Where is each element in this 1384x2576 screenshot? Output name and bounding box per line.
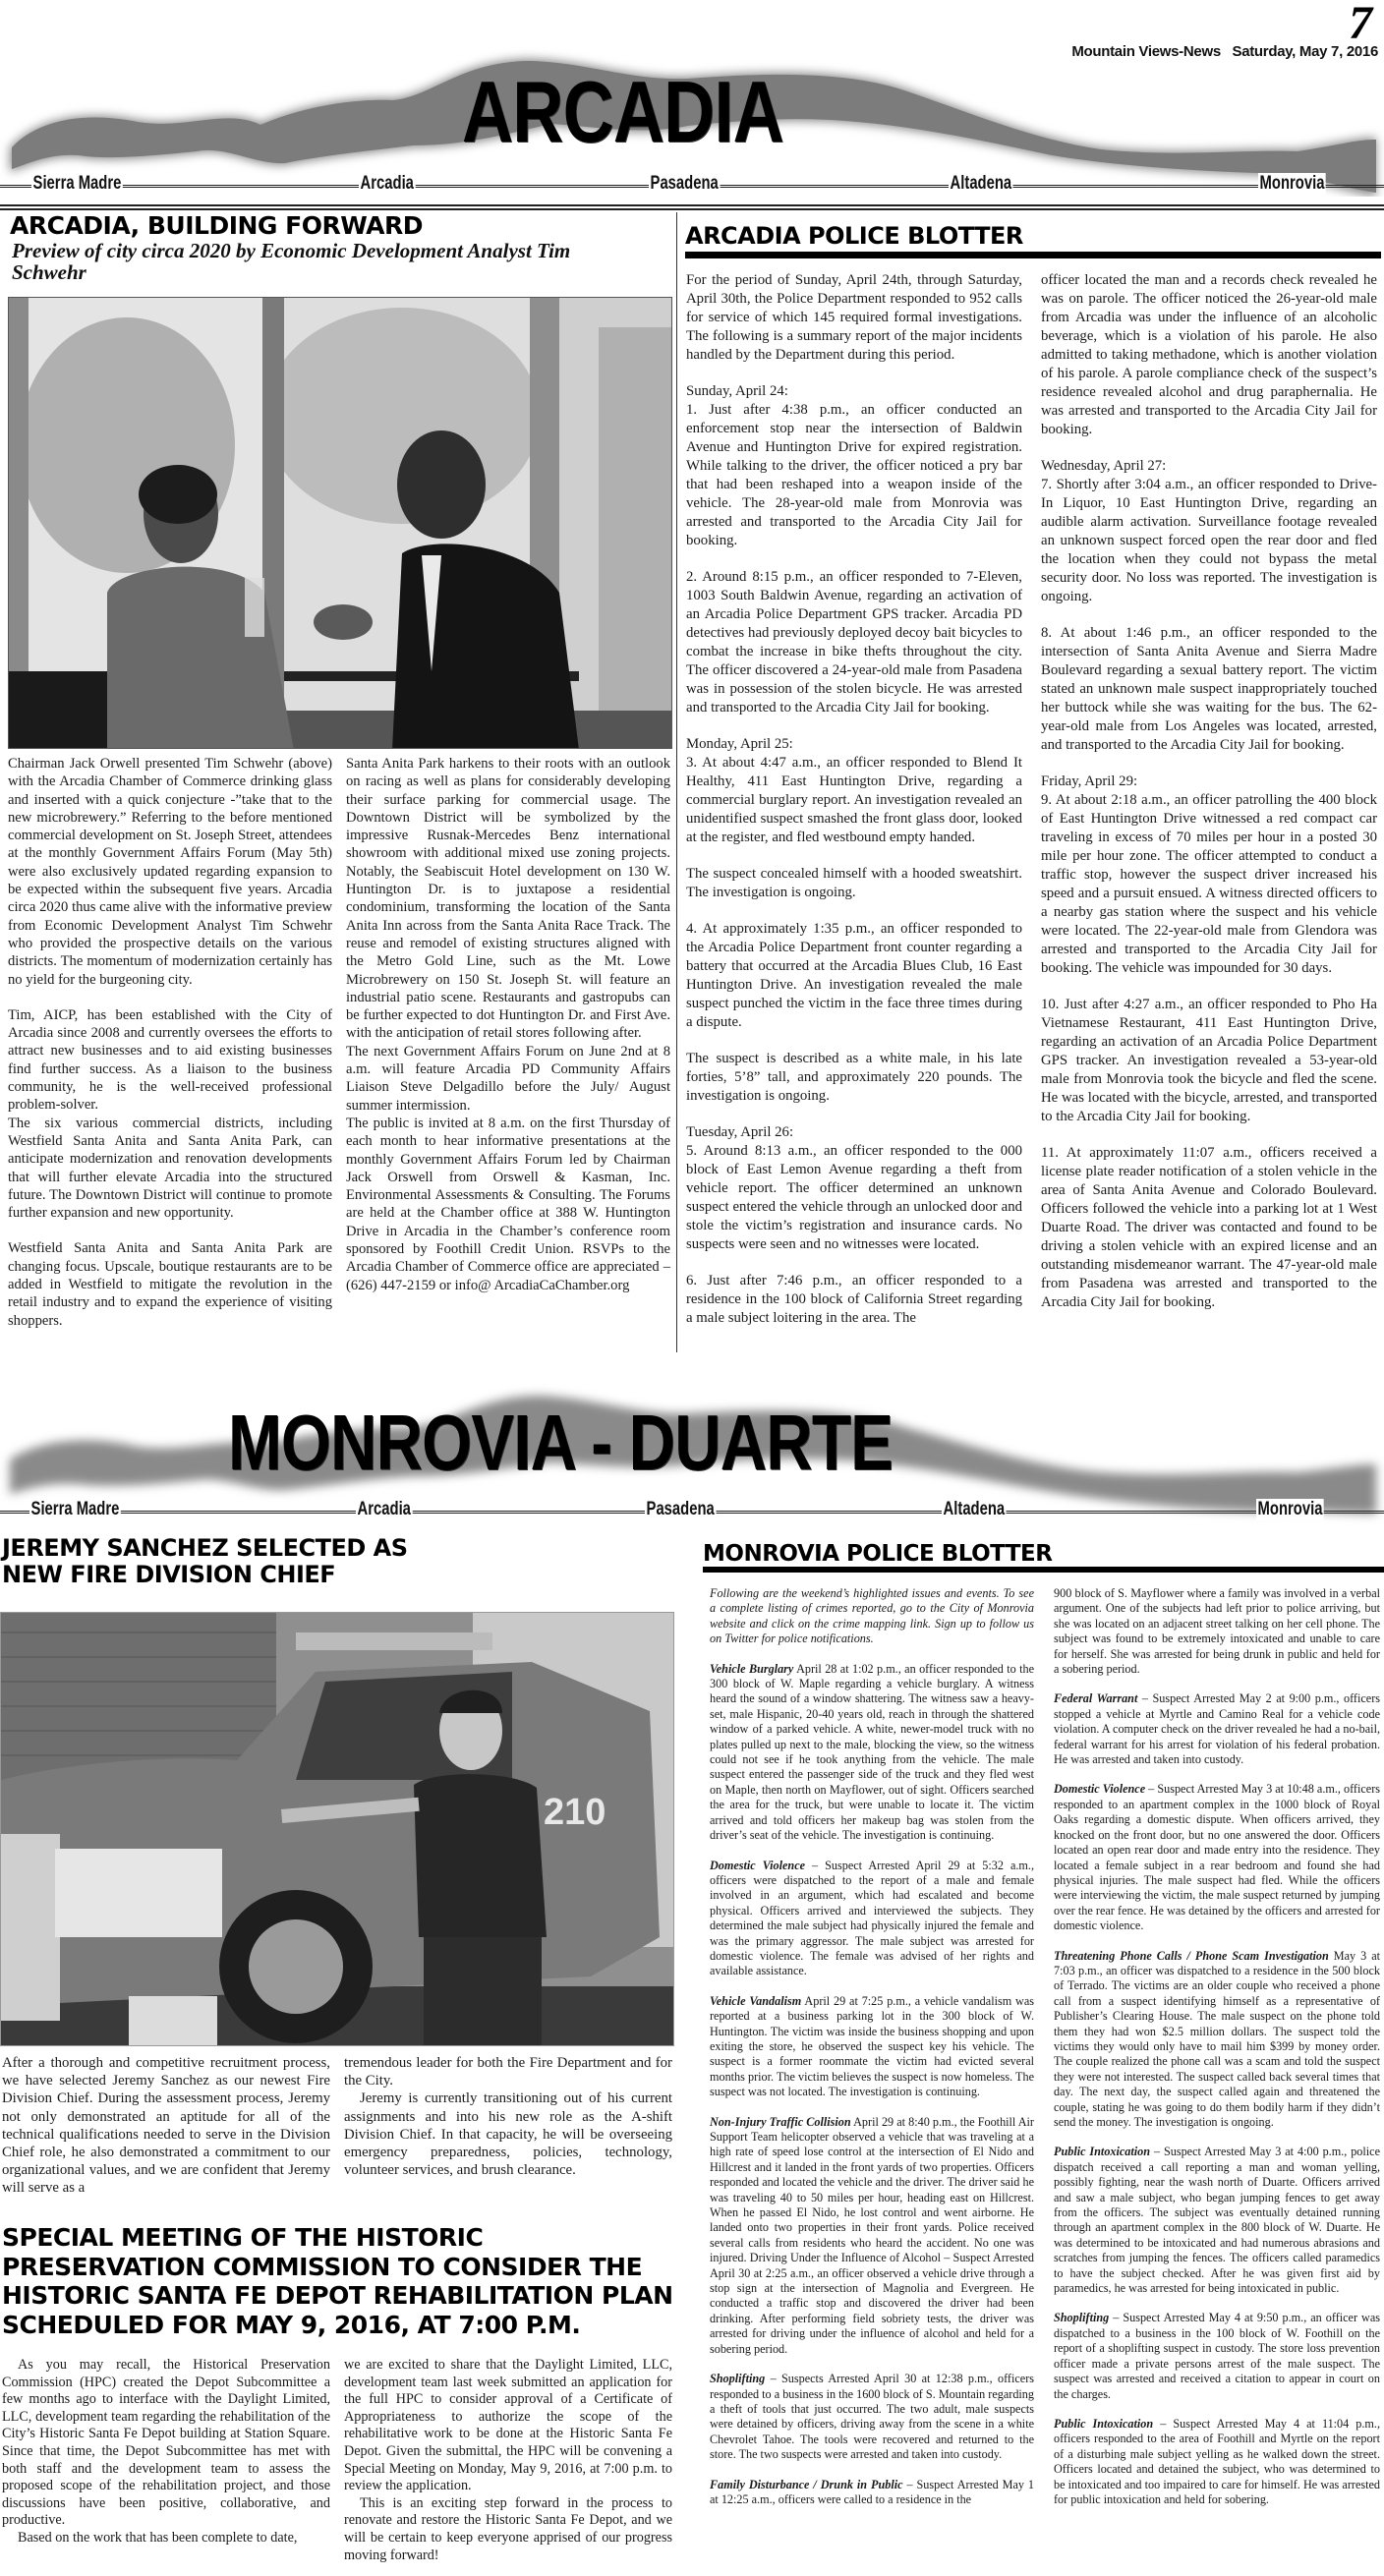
day-heading: Friday, April 29:: [1041, 773, 1138, 789]
incident: The suspect concealed himself with a hooded sweatshirt. The investigation is ongoing.: [686, 866, 1022, 900]
incident: [1054, 2145, 1380, 2296]
paragraph: The six various commercial districts, including Westfield Santa Anita and Santa Anita Park, can anticipate modernization and renovation developments that will further elevate Arcadia into the structured future. The Downtown District will continue to promote further expansion and new opportunity.: [8, 1115, 332, 1222]
section-divider: [0, 204, 1384, 210]
headline-special-meeting: SPECIAL MEETING OF THE HISTORIC PRESERVATION COMMISSION TO CONSIDER THE HISTORIC SANTA FE DEPOT REHABILITATION PLAN SCHEDULED FOR MAY 9, 2016, AT 7:00 P.M.: [2, 2223, 673, 2339]
article-building-forward-col1: [8, 755, 332, 1347]
incident: 4. At approximately 1:35 p.m., an officer responded to the Arcadia Police Department front counter regarding a battery that occurred at the Arcadia Blues Club, 16 East Huntington Drive. An investigation revealed the male suspect punched the victim in the face three times during a dispute.: [686, 921, 1022, 1030]
day-heading: Wednesday, April 27:: [1041, 458, 1167, 474]
incident-type: Shoplifting: [710, 2372, 766, 2386]
incident-type: Vehicle Burglary: [710, 1661, 794, 1676]
incident: 5. Around 8:13 a.m., an officer responded to the 000 block of East Lemon Avenue regarding a theft from vehicle report. The officer determined an unknown suspect entered the vehicle through an unlocked door and stole the victim’s registration and insurance cards. No suspects were seen and no witnesses were located.: [686, 1143, 1022, 1252]
monrovia-blotter-col1: [710, 1586, 1034, 2522]
incident-text: 900 block of S. Mayflower where a family was involved in a verbal argument. One of the subjects had left prior to police arriving, but she was located on an adjacent street talking on her cell phone. The subject was found to be extremely intoxicated and unable to care for herself. She was arrested for being drunk in public and held for a sobering period.: [1054, 1586, 1380, 1677]
incident: [1054, 1586, 1380, 1677]
incident: [1054, 1691, 1380, 1767]
incident: [710, 2372, 1034, 2462]
incident: [1054, 1949, 1380, 2131]
incident: 10. Just after 4:27 a.m., an officer responded to Pho Ha Vietnamese Restaurant, 411 East Huntington Drive, regarding an activation of an Arcadia Police Department GPS tracker. An investigation revealed a 53-year-old male from Monrovia took the bicycle and fled the scene. He was located with the bicycle, arrested, and transported to the Arcadia City Jail for booking.: [1041, 997, 1377, 1124]
paragraph: we are excited to share that the Daylight Limited, LLC, development team last week submitted an application for the full HPC to consider approval of a Certificate of Appropriateness to authorize the scope of the rehabilitative work to be done at the Historic Santa Fe Depot. Given the submittal, the HPC will be convening a Special Meeting on Monday, May 9, 2016, at 7:00 p.m. to review the application.: [344, 2357, 672, 2494]
incident: 9. At about 2:18 a.m., an officer patrolling the 400 block of East Huntington Drive witnessed a red compact car traveling in excess of 70 miles per hour in a posted 30 mile per hour zone. The officer attempted to conduct a traffic stop, however the suspect driver increased his speed and a pursuit ensued. A witness directed officers to a nearby gas station where the suspect and his vehicle were located. The 22-year-old male from Glendora was arrested and transported to the Arcadia City Jail for booking. The vehicle was impounded for 30 days.: [1041, 792, 1377, 976]
incident: 11. At approximately 11:07 a.m., officers received a license plate reader notification of a stolen vehicle in the area of Santa Anita Avenue and Colorado Boulevard. Officers followed the vehicle into a parking lot at 1 West Duarte Road. The driver was contacted and found to be driving a stolen vehicle with an expired license and an outstanding misdemeanor warrant. The 47-year-old male from Pasadena was arrested and transported to the Arcadia City Jail for booking.: [1041, 1145, 1377, 1310]
incident-type: Vehicle Vandalism: [710, 1993, 802, 2008]
day-heading: Sunday, April 24:: [686, 383, 788, 399]
page-number: 7: [1349, 0, 1372, 49]
incident: 1. Just after 4:38 p.m., an officer conducted an enforcement stop near the intersection of Baldwin Avenue and Huntington Drive for expired registration. While talking to the driver, the officer noticed a pry bar that had been reshaped into a weapon inside of the vehicle. The 28-year-old male from Monrovia was arrested and transported to the Arcadia City Jail for booking.: [686, 402, 1022, 548]
incident-text: – Suspect Arrested May 2 at 9:00 p.m., officers stopped a vehicle at Myrtle and Camino Real for a vehicle code violation. A computer check on the driver revealed he had a no-bail, federal warrant for his arrest for violation of his federal probation. He was arrested and taken into custody.: [1054, 1691, 1380, 1767]
monrovia-section-banner: [0, 1366, 1384, 1563]
incident: [1054, 1782, 1380, 1933]
blotter-intro: Following are the weekend’s highlighted issues and events. To see a complete listing of crimes reported, go to the City of Monrovia website and click on the crime mapping link. Sign up to follow us on Twitter for police notifications.: [710, 1586, 1034, 1646]
issue-date: Saturday, May 7, 2016: [1232, 43, 1378, 60]
incident-type: Domestic Violence: [1054, 1782, 1146, 1797]
incident: [1054, 2311, 1380, 2401]
town-label: Arcadia: [360, 173, 414, 194]
headline-building-forward: ARCADIA, BUILDING FORWARD: [10, 211, 424, 240]
incident: [1054, 2417, 1380, 2507]
headline-line: JEREMY SANCHEZ SELECTED AS: [2, 1534, 408, 1562]
paragraph: Westfield Santa Anita and Santa Anita Park are changing focus. Upscale, boutique restaurants are to be added in Westfield to mitigate the revolution in the retail industry and to expand the experience of visiting shoppers.: [8, 1240, 332, 1329]
town-label: Arcadia: [357, 1499, 411, 1519]
incident-text: – Suspect Arrested May 3 at 4:00 p.m., police dispatch received a call reporting a man and woman yelling, possibly fighting, near the wash north of Duarte. Officers arrived and saw a male subject, who began jumping fences to get away from the officers. The subject was eventually detained running through an apartment complex in the 800 block of W. Duarte. He was determined to be intoxicated and had numerous abrasions and scratches from jumping the fences. The officers called paramedics to have the subject checked. After he was given first aid by paramedics, he was arrested for being intoxicated in public.: [1054, 2145, 1380, 2296]
incident-type: Non-Injury Traffic Collision: [710, 2114, 851, 2129]
paragraph: As you may recall, the Historical Preservation Commission (HPC) created the Depot Subcommittee a few months ago to interface with the Daylight Limited, LLC, development team regarding the rehabilitation of the City’s Historic Santa Fe Depot building at Station Square. Since that time, the Depot Subcommittee has met with both staff and the development team to assess the proposed scope of the rehabilitation project, and those discussions have been positive, collaborative, and productive.: [2, 2357, 330, 2529]
towns-ruler: [0, 1499, 1384, 1522]
town-label: Sierra Madre: [32, 173, 122, 194]
paragraph: After a thorough and competitive recruitment process, we have selected Jeremy Sanchez as our newest Fire Division Chief. During the assessment process, Jeremy not only demonstrated an aptitude for all of the technical qualifications needed to serve in the Division Chief role, he also demonstrated a commitment to our organizational values, and we are confident that Jeremy will serve as a: [2, 2055, 330, 2197]
incident: [710, 1662, 1034, 1844]
town-label: Pasadena: [650, 173, 719, 194]
incident-text: April 28 at 1:02 p.m., an officer responded to the 300 block of W. Maple regarding a vehicle burglary. A witness heard the sound of a window shattering. The witness saw a heavy-set, male Hispanic, 20-40 years old, reach in through the shattered window of a parked vehicle. A white, newer-model truck with no plates pulled up next to the male, blocking the view, so the witness could not see if he took anything from the vehicle. The male suspect entered the passenger side of the truck and they fled west on Maple, then north on Mayflower, out of sight. Officers searched the area for the truck, but were unable to locate it. The victim arrived and told officers her makeup bag was stolen from the driver’s seat of the vehicle. The investigation is continuing.: [710, 1661, 1034, 1843]
town-label: Monrovia: [1259, 173, 1325, 194]
paragraph: tremendous leader for both the Fire Department and for the City.: [344, 2055, 672, 2089]
paragraph: The next Government Affairs Forum on June 2nd at 8 a.m. will feature Arcadia PD Community Affairs Liaison Steve Delgadillo before the July/ August summer intermission.: [346, 1043, 670, 1114]
incident: 6. Just after 7:46 p.m., an officer responded to a residence in the 100 block of California Street regarding a male subject loitering in the area. The: [686, 1273, 1022, 1326]
paragraph: Chairman Jack Orwell presented Tim Schwehr (above) with the Arcadia Chamber of Commerce drinking glass and inserted with a quick conjecture -”take that to the new microbrewery.” Referring to the before mentioned commercial development on St. Joseph Street, attendees at the monthly Government Affairs Forum (May 5th) were also exclusively updated regarding expansion to be expected within the subsequent five years. Arcadia circa 2020 thus came alive with the informative preview from Economic Development Analyst Tim Schwehr who provided the prospective details on the various districts. The momentum of modernization certainly has no yield for the burgeoning city.: [8, 756, 332, 988]
town-label: Pasadena: [646, 1499, 715, 1519]
headline-fire-chief: [2, 1535, 408, 1588]
incident: [710, 1994, 1034, 2100]
incident-text: – Suspects Arrested April 30 at 12:38 p.m., officers responded to a business in the 1600 block of S. Mountain regarding a theft of tools that just occurred. The two adult, male suspects were detained by officers, driving away from the scene in a white Chevrolet Tahoe. The tools were recovered and returned to the store. The two suspects were arrested and taken into custody.: [710, 2372, 1034, 2462]
headline-rule: [703, 1567, 1384, 1573]
incident-type: Federal Warrant: [1054, 1691, 1138, 1706]
section-title-arcadia: ARCADIA: [462, 63, 783, 160]
fire-chief-col1: [2, 2054, 330, 2198]
article-building-forward-col2: [346, 755, 670, 1294]
special-meeting-col1: [2, 2357, 330, 2547]
subhead-building-forward: Preview of city circa 2020 by Economic Development Analyst Tim Schwehr: [12, 239, 571, 284]
incident: 3. At about 4:47 a.m., an officer responded to Blend It Healthy, 411 East Huntington Drive, regarding a commercial burglary report. An investigation revealed an unidentified suspect smashed the front glass door, looked at the register, and fled westbound empty handed.: [686, 755, 1022, 845]
arcadia-blotter-col2: [1041, 271, 1377, 1330]
incident-type: Public Intoxication: [1054, 2416, 1154, 2431]
paragraph: Santa Anita Park harkens to their roots with an outlook on racing as well as plans for considerably developing their surface parking for commercial usage. The Downtown District will be symbolized by the impressive Rusnak-Mercedes Benz international showroom with additional mixed use zoning projects. Notably, the Seabiscuit Hotel development on 130 W. Huntington Dr. is to juxtapose a residential condominium, transforming the location of the Santa Anita Inn across from the Santa Anita Race Track. The reuse and remodel of existing structures aligned with the Metro Gold Line, such as the Mt. Lowe Microbrewery on 150 St. Joseph St. will feature an industrial patio scene. Restaurants and gastropubs can be further expected to dot Huntington Dr. and First Ave. with the anticipation of retail stores following after.: [346, 756, 670, 1042]
arcadia-section-banner: [0, 0, 1384, 197]
towns-ruler: [0, 173, 1384, 197]
incident: [710, 2478, 1034, 2508]
photo-image: [9, 298, 672, 749]
paragraph: Tim, AICP, has been established with the City of Arcadia since 2008 and currently oversees the efforts to attract new businesses and to aid existing businesses find further success. As a liaison to the business community, he is the well-received professional problem-solver.: [8, 1006, 332, 1114]
incident-text: – Suspect Arrested May 3 at 10:48 a.m., officers responded to an apartment complex in the 1000 block of Royal Oaks regarding a domestic dispute. When officers arrived, they knocked on the front door, but no one answered the door. Officers located an open rear door and made entry into the residence. They located a female subject in a rear bedroom and found she had physical injuries. The male suspect had fled. While the officers were interviewing the victim, the male suspect returned by jumping over the rear fence. He was detained by the officers and arrested for domestic violence.: [1054, 1782, 1380, 1933]
incident-text: – Suspect Arrested May 4 at 11:04 p.m., officers responded to the area of Foothill and Myrtle on the report of a disturbing male subject yelling as he walked down the street. Officers located and detained the subject, who was determined to be intoxicated and too impaired to care for himself. He was arrested for public intoxication and held for sobering.: [1054, 2416, 1380, 2506]
paragraph: Based on the work that has been complete to date,: [18, 2529, 298, 2546]
incident-text: – Suspect Arrested May 4 at 9:50 p.m., an officer was dispatched to a business in the 100 block of W. Foothill on the report of a shoplifting suspect in custody. The store loss prevention officer made a private persons arrest of the male suspect. The suspect was arrested and received a citation to appear in court on the charges.: [1054, 2311, 1380, 2401]
town-label: Altadena: [950, 173, 1012, 194]
incident: officer located the man and a records check revealed he was on parole. The officer noticed the 26-year-old male from Arcadia was under the influence of an alcoholic beverage, which is a violation of his parole. He also admitted to taking methadone, which is another violation of his parole. A parole compliance check of the suspect’s residence revealed alcohol and drug paraphernalia. He was arrested and transported to the Arcadia City Jail for booking.: [1041, 272, 1377, 437]
incident-text: April 29 at 7:25 p.m., a vehicle vandalism was reported at a business parking lot in the 300 block of W. Huntington. The victim was inside the business shopping and upon exiting the store, he observed the suspect key his vehicle. The suspect is a former roommate the victim had evicted several months prior. The victim believes the suspect is now homeless. The suspect was not located. The investigation is continuing.: [710, 1993, 1034, 2099]
incident-text: April 29 at 8:40 p.m., the Foothill Air Support Team helicopter observed a vehicle that was traveling at a high rate of speed lose control at the intersection of El Nido and Hillcrest and it landed in the front yards of two properties. Officers responded and located the vehicle and the driver. The driver said he was traveling 40 to 50 miles per hour, heading east on Hillcrest. When he passed El Nido, he lost control and went airborne. He landed onto two properties in their front yards. Police received several calls from residents who heard the accident. No one was injured. Driving Under the Influence of Alcohol – Suspect Arrested April 30 at 2:25 a.m., an officer observed a vehicle drive through a stop sign at the intersection of Magnolia and Evergreen. He conducted a traffic stop and discovered the driver had been drinking. After performing field sobriety tests, the driver was arrested for driving under the influence of alcohol and held for a sobering period.: [710, 2114, 1034, 2356]
incident-type: Family Disturbance / Drunk in Public: [710, 2477, 903, 2491]
headline-monrovia-blotter: MONROVIA POLICE BLOTTER: [703, 1541, 1053, 1567]
day-heading: Tuesday, April 26:: [686, 1124, 794, 1140]
photo-fire-chief: [0, 1612, 674, 2046]
section-title-monrovia-duarte: MONROVIA - DUARTE: [228, 1399, 894, 1486]
headline-rule: [685, 252, 1381, 258]
day-heading: Monday, April 25:: [686, 736, 793, 752]
paragraph: The public is invited at 8 a.m. on the first Thursday of each month to hear informative presentations at the monthly Government Affairs Forum led by Chairman Jack Orswell from Orswell & Kasman, Inc. Environmental Assessments & Consulting. The Forums are held at the Chamber office at 388 W. Huntington Drive in Arcadia in the Chamber’s conference room sponsored by Foothill Credit Union. RSVPs to the Arcadia Chamber of Commerce office are appreciated – (626) 447-2159 or info@ ArcadiaCaChamber.org: [346, 1115, 670, 1293]
fire-chief-col2: [344, 2054, 672, 2179]
special-meeting-col2: [344, 2357, 672, 2564]
paragraph: Jeremy is currently transitioning out of his current assignments and into his new role as the A-shift Division Chief. In that capacity, he will be overseeing emergency preparedness, policies, technology, volunteer services, and brush clearance.: [344, 2090, 672, 2179]
incident: 8. At about 1:46 p.m., an officer responded to the intersection of Santa Anita Avenue and Sierra Madre Boulevard regarding a sexual battery report. The victim stated an unknown male suspect inappropriately touched her buttock while she was waiting for the bus. The 62-year-old male from Los Angeles was located, arrested, and transported to the Arcadia City Jail for booking.: [1041, 625, 1377, 753]
incident-type: Shoplifting: [1054, 2311, 1110, 2325]
truck-number: 210: [544, 1792, 606, 1833]
incident-type: Threatening Phone Calls / Phone Scam Investigation: [1054, 1948, 1329, 1963]
incident: 7. Shortly after 3:04 a.m., an officer responded to Drive-In Liquor, 10 East Huntington Drive, regarding an audible alarm activation. Surveillance footage revealed an unknown suspect forced open the rear door and fled the location when they could not bypass the metal security door. No loss was reported. The investigation is ongoing.: [1041, 477, 1377, 604]
paragraph: This is an exciting step forward in the process to renovate and restore the Historic Santa Fe Depot, and we will be certain to keep everyone apprised of our progress moving forward!: [344, 2494, 672, 2563]
incident-text: – Suspect Arrested May 1 at 12:25 a.m., officers were called to a residence in the: [710, 2477, 1035, 2506]
incident-type: Domestic Violence: [710, 1858, 806, 1872]
incident-type: Public Intoxication: [1054, 2145, 1151, 2159]
incident: [710, 1859, 1034, 1979]
town-label: Monrovia: [1257, 1499, 1323, 1519]
incident: [710, 2115, 1034, 2358]
incident-text: May 3 at 7:03 p.m., an officer was dispatched to a residence in the 500 block of Terrado. The victims are an older couple who received a phone call from a suspect identifying himself as a representative of Publisher’s Clearing House. The male suspect on the phone told them they had won $2.5 million dollars. The suspect told the victims they would only have to mail him $399 by money order. The couple realized the phone call was a scam and told the suspect they were not interested. The suspect called back several times that day. The next day, the suspect called again and threatened the couple, stating he was going to do them bodily harm if they didn’t send the money. The investigation is ongoing.: [1054, 1948, 1380, 2129]
town-label: Altadena: [943, 1499, 1006, 1519]
arcadia-blotter-col1: [686, 271, 1022, 1345]
column-divider: [676, 212, 677, 1352]
headline-arcadia-blotter: ARCADIA POLICE BLOTTER: [685, 222, 1023, 250]
incident: The suspect is described as a white male, in his late forties, 5’8” tall, and approximately 220 pounds. The investigation is ongoing.: [686, 1051, 1022, 1104]
town-label: Sierra Madre: [30, 1499, 120, 1519]
photo-chamber-presentation: [8, 297, 672, 749]
incident-text: – Suspect Arrested April 29 at 5:32 a.m., officers were dispatched to the report of a male and female involved in an argument, which had escalated and become physical. Officers arrived and interviewed the subjects. They determined the male subject had physically injured the female and was the primary aggressor. The male subject was arrested for domestic violence. The female was advised of her rights and available assistance.: [710, 1858, 1034, 1978]
paragraph: For the period of Sunday, April 24th, through Saturday, April 30th, the Police Department responded to 952 calls for service of which 145 required formal investigations. The following is a summary report of the major incidents handled by the Department during this period.: [686, 272, 1022, 363]
incident: 2. Around 8:15 p.m., an officer responded to 7-Eleven, 1003 South Baldwin Avenue, regarding an activation of an Arcadia Police Department GPS tracker. Arcadia PD detectives had previously deployed decoy bait bicycles to combat the increase in bike thefts throughout the city. The officer discovered a 24-year-old male from Pasadena was in possession of the stolen bicycle. He was arrested and transported to the Arcadia City Jail for booking.: [686, 569, 1022, 716]
monrovia-blotter-col2: [1054, 1586, 1380, 2522]
photo-image: [1, 1613, 674, 2046]
headline-line: NEW FIRE DIVISION CHIEF: [2, 1561, 336, 1588]
publication-name: Mountain Views-News: [1071, 43, 1221, 60]
